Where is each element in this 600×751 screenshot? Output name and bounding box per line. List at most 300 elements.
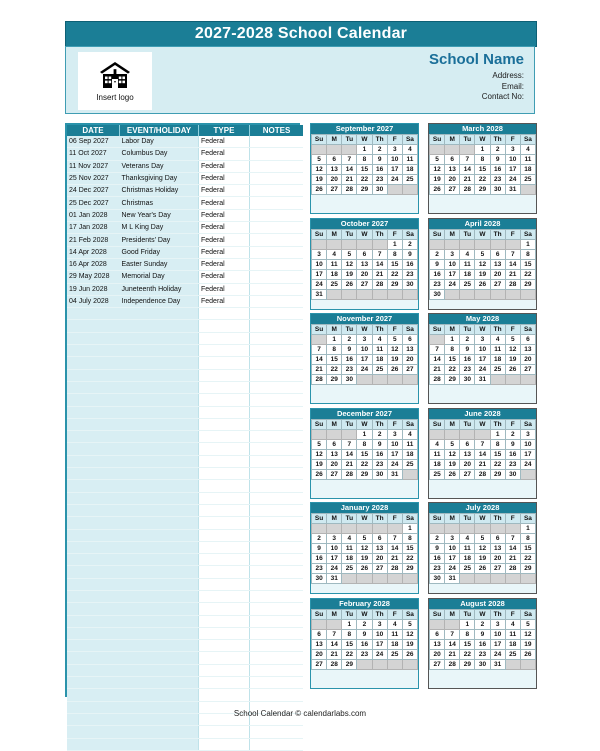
day-cell[interactable]: 8	[327, 345, 342, 355]
cell-type[interactable]: Federal	[199, 246, 250, 258]
table-row-empty[interactable]	[67, 308, 303, 320]
day-cell[interactable]: 22	[445, 365, 460, 375]
cell-event[interactable]: Good Friday	[120, 246, 199, 258]
day-cell[interactable]: 11	[490, 345, 505, 355]
day-cell[interactable]: 30	[430, 574, 445, 584]
table-row-empty[interactable]	[67, 738, 303, 750]
table-row[interactable]	[67, 136, 303, 148]
day-cell[interactable]: 29	[520, 279, 535, 289]
day-cell[interactable]: 7	[430, 345, 445, 355]
day-cell[interactable]: 14	[505, 544, 520, 554]
day-cell[interactable]: 4	[342, 534, 357, 544]
day-cell[interactable]: 27	[430, 659, 445, 669]
table-row[interactable]	[67, 283, 303, 295]
cell-date[interactable]	[67, 468, 120, 480]
day-cell[interactable]: 25	[342, 564, 357, 574]
cell-type[interactable]	[199, 640, 250, 652]
cell-event[interactable]	[120, 738, 199, 750]
day-cell[interactable]: 21	[505, 269, 520, 279]
cell-notes[interactable]	[250, 418, 304, 430]
cell-notes[interactable]	[250, 394, 304, 406]
cell-type[interactable]	[199, 468, 250, 480]
day-cell[interactable]: 8	[520, 249, 535, 259]
day-cell[interactable]: 21	[387, 554, 402, 564]
table-row[interactable]	[67, 295, 303, 307]
day-cell[interactable]: 2	[460, 335, 475, 345]
day-cell[interactable]: 26	[520, 649, 535, 659]
cell-type[interactable]	[199, 652, 250, 664]
cell-date[interactable]	[67, 677, 120, 689]
cell-type[interactable]	[199, 517, 250, 529]
day-cell[interactable]: 17	[445, 554, 460, 564]
day-cell[interactable]: 12	[312, 449, 327, 459]
day-cell[interactable]: 7	[372, 249, 387, 259]
day-cell[interactable]: 10	[327, 544, 342, 554]
day-cell[interactable]: 7	[505, 249, 520, 259]
day-cell[interactable]: 3	[520, 429, 535, 439]
cell-type[interactable]: Federal	[199, 234, 250, 246]
day-cell[interactable]: 24	[357, 365, 372, 375]
cell-type[interactable]	[199, 357, 250, 369]
cell-date[interactable]	[67, 578, 120, 590]
day-cell[interactable]: 31	[387, 469, 402, 479]
day-cell[interactable]: 21	[372, 269, 387, 279]
day-cell[interactable]: 8	[402, 534, 417, 544]
day-cell[interactable]: 3	[327, 534, 342, 544]
day-cell[interactable]: 11	[342, 544, 357, 554]
day-cell[interactable]: 20	[520, 355, 535, 365]
cell-date[interactable]: 14 Apr 2028	[67, 246, 120, 258]
table-row-empty[interactable]	[67, 381, 303, 393]
day-cell[interactable]: 8	[475, 155, 490, 165]
cell-date[interactable]	[67, 590, 120, 602]
cell-date[interactable]	[67, 529, 120, 541]
day-cell[interactable]: 25	[520, 175, 535, 185]
day-cell[interactable]: 2	[505, 429, 520, 439]
cell-type[interactable]: Federal	[199, 222, 250, 234]
cell-event[interactable]	[120, 345, 199, 357]
cell-type[interactable]	[199, 394, 250, 406]
day-cell[interactable]: 23	[312, 564, 327, 574]
cell-event[interactable]	[120, 541, 199, 553]
cell-notes[interactable]	[250, 136, 304, 148]
day-cell[interactable]: 1	[342, 619, 357, 629]
day-cell[interactable]: 12	[505, 345, 520, 355]
day-cell[interactable]: 13	[402, 345, 417, 355]
cell-date[interactable]: 17 Jan 2028	[67, 222, 120, 234]
day-cell[interactable]: 30	[430, 289, 445, 299]
day-cell[interactable]: 23	[430, 564, 445, 574]
cell-notes[interactable]	[250, 603, 304, 615]
day-cell[interactable]: 14	[475, 449, 490, 459]
day-cell[interactable]: 4	[430, 439, 445, 449]
cell-notes[interactable]	[250, 590, 304, 602]
cell-notes[interactable]	[250, 295, 304, 307]
day-cell[interactable]: 13	[490, 259, 505, 269]
cell-date[interactable]: 11 Nov 2027	[67, 160, 120, 172]
table-row[interactable]	[67, 148, 303, 160]
day-cell[interactable]: 22	[460, 649, 475, 659]
cell-event[interactable]: M L King Day	[120, 222, 199, 234]
day-cell[interactable]: 31	[490, 659, 505, 669]
day-cell[interactable]: 8	[490, 439, 505, 449]
day-cell[interactable]: 1	[445, 335, 460, 345]
cell-type[interactable]	[199, 455, 250, 467]
cell-notes[interactable]	[250, 468, 304, 480]
table-row-empty[interactable]	[67, 615, 303, 627]
day-cell[interactable]: 8	[445, 345, 460, 355]
day-cell[interactable]: 22	[402, 554, 417, 564]
day-cell[interactable]: 25	[460, 564, 475, 574]
cell-event[interactable]	[120, 566, 199, 578]
day-cell[interactable]: 7	[342, 155, 357, 165]
day-cell[interactable]: 18	[490, 355, 505, 365]
day-cell[interactable]: 6	[402, 335, 417, 345]
cell-type[interactable]	[199, 529, 250, 541]
cell-date[interactable]	[67, 431, 120, 443]
cell-type[interactable]: Federal	[199, 209, 250, 221]
day-cell[interactable]: 20	[357, 269, 372, 279]
day-cell[interactable]: 17	[520, 449, 535, 459]
day-cell[interactable]: 21	[505, 554, 520, 564]
day-cell[interactable]: 10	[357, 345, 372, 355]
day-cell[interactable]: 17	[372, 639, 387, 649]
day-cell[interactable]: 16	[430, 269, 445, 279]
day-cell[interactable]: 12	[312, 165, 327, 175]
day-cell[interactable]: 21	[460, 175, 475, 185]
cell-date[interactable]	[67, 320, 120, 332]
day-cell[interactable]: 11	[402, 439, 417, 449]
day-cell[interactable]: 4	[490, 335, 505, 345]
table-row-empty[interactable]	[67, 566, 303, 578]
table-row[interactable]	[67, 258, 303, 270]
day-cell[interactable]: 27	[445, 185, 460, 195]
cell-date[interactable]: 01 Jan 2028	[67, 209, 120, 221]
day-cell[interactable]: 1	[402, 524, 417, 534]
cell-event[interactable]	[120, 369, 199, 381]
day-cell[interactable]: 23	[430, 279, 445, 289]
day-cell[interactable]: 30	[342, 375, 357, 385]
day-cell[interactable]: 8	[387, 249, 402, 259]
day-cell[interactable]: 5	[475, 534, 490, 544]
day-cell[interactable]: 22	[342, 649, 357, 659]
day-cell[interactable]: 19	[312, 459, 327, 469]
day-cell[interactable]: 22	[475, 175, 490, 185]
cell-date[interactable]	[67, 664, 120, 676]
cell-type[interactable]: Federal	[199, 258, 250, 270]
cell-date[interactable]: 04 July 2028	[67, 295, 120, 307]
day-cell[interactable]: 24	[312, 279, 327, 289]
table-row-empty[interactable]	[67, 320, 303, 332]
cell-notes[interactable]	[250, 480, 304, 492]
cell-type[interactable]	[199, 345, 250, 357]
table-row-empty[interactable]	[67, 492, 303, 504]
day-cell[interactable]: 20	[327, 459, 342, 469]
day-cell[interactable]: 10	[475, 345, 490, 355]
day-cell[interactable]: 1	[357, 429, 372, 439]
day-cell[interactable]: 2	[342, 335, 357, 345]
cell-event[interactable]	[120, 468, 199, 480]
day-cell[interactable]: 8	[520, 534, 535, 544]
day-cell[interactable]: 6	[327, 439, 342, 449]
cell-event[interactable]	[120, 517, 199, 529]
day-cell[interactable]: 19	[445, 459, 460, 469]
table-row-empty[interactable]	[67, 603, 303, 615]
cell-type[interactable]: Federal	[199, 271, 250, 283]
day-cell[interactable]: 1	[387, 239, 402, 249]
cell-type[interactable]: Federal	[199, 172, 250, 184]
table-row-empty[interactable]	[67, 652, 303, 664]
cell-event[interactable]	[120, 431, 199, 443]
day-cell[interactable]: 27	[520, 365, 535, 375]
day-cell[interactable]: 21	[430, 365, 445, 375]
day-cell[interactable]: 6	[520, 335, 535, 345]
day-cell[interactable]: 1	[520, 239, 535, 249]
day-cell[interactable]: 23	[490, 175, 505, 185]
day-cell[interactable]: 26	[505, 365, 520, 375]
day-cell[interactable]: 29	[475, 185, 490, 195]
day-cell[interactable]: 13	[312, 639, 327, 649]
day-cell[interactable]: 17	[327, 554, 342, 564]
day-cell[interactable]: 27	[372, 564, 387, 574]
day-cell[interactable]: 8	[460, 629, 475, 639]
day-cell[interactable]: 26	[312, 469, 327, 479]
day-cell[interactable]: 29	[402, 564, 417, 574]
day-cell[interactable]: 3	[490, 619, 505, 629]
cell-notes[interactable]	[250, 677, 304, 689]
day-cell[interactable]: 6	[327, 155, 342, 165]
day-cell[interactable]: 19	[387, 355, 402, 365]
day-cell[interactable]: 18	[460, 269, 475, 279]
day-cell[interactable]: 16	[357, 639, 372, 649]
cell-date[interactable]	[67, 357, 120, 369]
day-cell[interactable]: 10	[312, 259, 327, 269]
day-cell[interactable]: 23	[357, 649, 372, 659]
cell-event[interactable]: Christmas	[120, 197, 199, 209]
day-cell[interactable]: 1	[327, 335, 342, 345]
cell-type[interactable]	[199, 418, 250, 430]
day-cell[interactable]: 2	[312, 534, 327, 544]
day-cell[interactable]: 26	[430, 185, 445, 195]
day-cell[interactable]: 30	[402, 279, 417, 289]
cell-date[interactable]	[67, 566, 120, 578]
cell-type[interactable]	[199, 677, 250, 689]
table-row[interactable]	[67, 234, 303, 246]
day-cell[interactable]: 11	[402, 155, 417, 165]
cell-type[interactable]	[199, 664, 250, 676]
cell-event[interactable]	[120, 418, 199, 430]
cell-date[interactable]	[67, 738, 120, 750]
day-cell[interactable]: 4	[505, 619, 520, 629]
day-cell[interactable]: 9	[372, 155, 387, 165]
day-cell[interactable]: 25	[430, 469, 445, 479]
day-cell[interactable]: 18	[520, 165, 535, 175]
day-cell[interactable]: 15	[520, 544, 535, 554]
cell-type[interactable]	[199, 431, 250, 443]
day-cell[interactable]: 1	[520, 524, 535, 534]
day-cell[interactable]: 17	[445, 269, 460, 279]
cell-type[interactable]: Federal	[199, 148, 250, 160]
day-cell[interactable]: 27	[402, 365, 417, 375]
day-cell[interactable]: 18	[342, 554, 357, 564]
cell-event[interactable]: Easter Sunday	[120, 258, 199, 270]
day-cell[interactable]: 7	[445, 629, 460, 639]
day-cell[interactable]: 8	[357, 155, 372, 165]
day-cell[interactable]: 24	[475, 365, 490, 375]
cell-notes[interactable]	[250, 332, 304, 344]
day-cell[interactable]: 6	[372, 534, 387, 544]
day-cell[interactable]: 30	[372, 469, 387, 479]
day-cell[interactable]: 29	[490, 469, 505, 479]
cell-notes[interactable]	[250, 627, 304, 639]
day-cell[interactable]: 2	[430, 534, 445, 544]
day-cell[interactable]: 13	[445, 165, 460, 175]
table-row-empty[interactable]	[67, 406, 303, 418]
day-cell[interactable]: 27	[312, 659, 327, 669]
day-cell[interactable]: 11	[327, 259, 342, 269]
day-cell[interactable]: 24	[387, 175, 402, 185]
day-cell[interactable]: 10	[505, 155, 520, 165]
cell-type[interactable]	[199, 443, 250, 455]
cell-date[interactable]	[67, 640, 120, 652]
day-cell[interactable]: 30	[460, 375, 475, 385]
day-cell[interactable]: 23	[342, 365, 357, 375]
day-cell[interactable]: 25	[372, 365, 387, 375]
day-cell[interactable]: 30	[490, 185, 505, 195]
cell-notes[interactable]	[250, 172, 304, 184]
cell-notes[interactable]	[250, 504, 304, 516]
day-cell[interactable]: 31	[312, 289, 327, 299]
cell-date[interactable]	[67, 726, 120, 738]
day-cell[interactable]: 15	[357, 165, 372, 175]
cell-event[interactable]	[120, 664, 199, 676]
day-cell[interactable]: 14	[460, 165, 475, 175]
table-row[interactable]	[67, 185, 303, 197]
day-cell[interactable]: 18	[327, 269, 342, 279]
cell-notes[interactable]	[250, 246, 304, 258]
cell-type[interactable]	[199, 480, 250, 492]
day-cell[interactable]: 19	[475, 554, 490, 564]
day-cell[interactable]: 29	[387, 279, 402, 289]
cell-notes[interactable]	[250, 283, 304, 295]
day-cell[interactable]: 28	[475, 469, 490, 479]
day-cell[interactable]: 15	[327, 355, 342, 365]
day-cell[interactable]: 11	[372, 345, 387, 355]
cell-date[interactable]	[67, 603, 120, 615]
day-cell[interactable]: 6	[490, 249, 505, 259]
day-cell[interactable]: 5	[357, 534, 372, 544]
day-cell[interactable]: 17	[475, 355, 490, 365]
day-cell[interactable]: 16	[312, 554, 327, 564]
cell-event[interactable]: Labor Day	[120, 136, 199, 148]
day-cell[interactable]: 28	[430, 375, 445, 385]
day-cell[interactable]: 5	[342, 249, 357, 259]
cell-notes[interactable]	[250, 689, 304, 701]
day-cell[interactable]: 31	[475, 375, 490, 385]
table-row-empty[interactable]	[67, 455, 303, 467]
table-row-empty[interactable]	[67, 394, 303, 406]
cell-notes[interactable]	[250, 529, 304, 541]
day-cell[interactable]: 25	[402, 459, 417, 469]
day-cell[interactable]: 16	[402, 259, 417, 269]
table-row-empty[interactable]	[67, 689, 303, 701]
cell-event[interactable]	[120, 726, 199, 738]
day-cell[interactable]: 15	[387, 259, 402, 269]
day-cell[interactable]: 11	[387, 629, 402, 639]
table-row[interactable]	[67, 197, 303, 209]
cell-event[interactable]	[120, 590, 199, 602]
cell-type[interactable]	[199, 492, 250, 504]
day-cell[interactable]: 12	[357, 544, 372, 554]
day-cell[interactable]: 28	[342, 469, 357, 479]
table-row[interactable]	[67, 209, 303, 221]
day-cell[interactable]: 10	[520, 439, 535, 449]
day-cell[interactable]: 24	[445, 279, 460, 289]
table-row-empty[interactable]	[67, 504, 303, 516]
day-cell[interactable]: 18	[387, 639, 402, 649]
day-cell[interactable]: 7	[327, 629, 342, 639]
day-cell[interactable]: 21	[342, 459, 357, 469]
day-cell[interactable]: 21	[445, 649, 460, 659]
cell-date[interactable]	[67, 381, 120, 393]
table-row-empty[interactable]	[67, 468, 303, 480]
cell-event[interactable]: Juneteenth Holiday	[120, 283, 199, 295]
day-cell[interactable]: 29	[520, 564, 535, 574]
table-row-empty[interactable]	[67, 664, 303, 676]
day-cell[interactable]: 20	[460, 459, 475, 469]
day-cell[interactable]: 15	[342, 639, 357, 649]
cell-type[interactable]	[199, 541, 250, 553]
cell-date[interactable]	[67, 394, 120, 406]
day-cell[interactable]: 4	[402, 145, 417, 155]
cell-event[interactable]	[120, 332, 199, 344]
day-cell[interactable]: 19	[505, 355, 520, 365]
cell-notes[interactable]	[250, 369, 304, 381]
day-cell[interactable]: 18	[430, 459, 445, 469]
day-cell[interactable]: 6	[460, 439, 475, 449]
day-cell[interactable]: 4	[387, 619, 402, 629]
day-cell[interactable]: 26	[475, 564, 490, 574]
table-row-empty[interactable]	[67, 345, 303, 357]
day-cell[interactable]: 22	[520, 554, 535, 564]
table-row-empty[interactable]	[67, 517, 303, 529]
day-cell[interactable]: 28	[505, 279, 520, 289]
day-cell[interactable]: 3	[505, 145, 520, 155]
day-cell[interactable]: 27	[357, 279, 372, 289]
day-cell[interactable]: 28	[312, 375, 327, 385]
cell-date[interactable]	[67, 418, 120, 430]
cell-date[interactable]: 19 Jun 2028	[67, 283, 120, 295]
day-cell[interactable]: 18	[402, 165, 417, 175]
day-cell[interactable]: 20	[312, 649, 327, 659]
day-cell[interactable]: 15	[445, 355, 460, 365]
cell-type[interactable]: Federal	[199, 160, 250, 172]
cell-notes[interactable]	[250, 517, 304, 529]
cell-type[interactable]	[199, 504, 250, 516]
cell-notes[interactable]	[250, 443, 304, 455]
day-cell[interactable]: 27	[460, 469, 475, 479]
cell-notes[interactable]	[250, 652, 304, 664]
day-cell[interactable]: 5	[312, 439, 327, 449]
day-cell[interactable]: 26	[312, 185, 327, 195]
day-cell[interactable]: 20	[490, 554, 505, 564]
day-cell[interactable]: 13	[372, 544, 387, 554]
day-cell[interactable]: 28	[342, 185, 357, 195]
cell-date[interactable]	[67, 443, 120, 455]
table-row-empty[interactable]	[67, 443, 303, 455]
cell-event[interactable]	[120, 394, 199, 406]
cell-date[interactable]: 25 Nov 2027	[67, 172, 120, 184]
